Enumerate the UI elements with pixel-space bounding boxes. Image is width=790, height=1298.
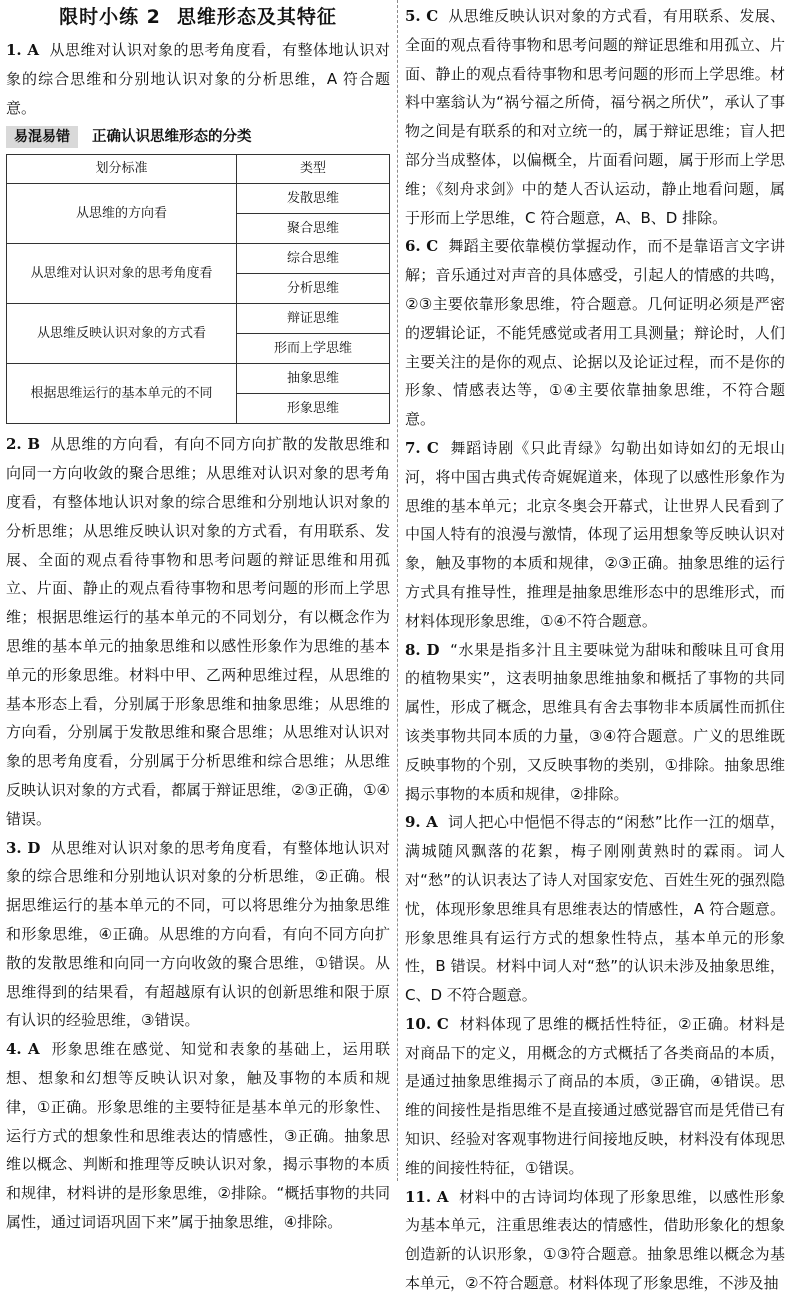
answer-number: 9. A — [405, 813, 438, 832]
tip-heading: 正确认识思维形态的分类 — [92, 129, 252, 145]
table-cell-type: 分析思维 — [237, 274, 390, 304]
answer-text: 从思维对认识对象的思考角度看，有整体地认识对象的综合思维和分别地认识对象的分析思维，②正确。根据思维运行的基本单元的不同，可以将思维分为抽象思维和形象思维，④正确。从思维的方向看，有向不同方向扩散的发散思维和向同一方向收敛的聚合思维，①错误。从思维得到的结果看，有超越原有认识的创新思维和限于原有认识的经验思维，③错误。 — [6, 838, 390, 1030]
table-cell-criterion: 根据思维运行的基本单元的不同 — [7, 364, 237, 424]
answer-8 — [405, 636, 785, 809]
answer-number: 5. C — [405, 7, 439, 25]
tip-bar — [6, 124, 390, 150]
answer-1 — [6, 36, 390, 122]
answer-text: 舞蹈诗剧《只此青绿》勾勒出如诗如幻的无垠山河，将中国古典式传奇娓娓道来，体现了以感性形象作为思维的基本单元；北京冬奥会开幕式，让世界人民看到了中国人特有的浪漫与激情，体现了运用想象等反映认识对象，触及事物的本质和规律，②③正确。抽象思维的运行方式具有推导性，推理是抽象思维形态中的思维形式，而材料体现形象思维，①④不符合题意。 — [405, 438, 785, 630]
answer-text: 从思维反映认识对象的方式看，有用联系、发展、全面的观点看待事物和思考问题的辩证思维和用孤立、片面、静止的观点看待事物和思考问题的形而上学思维。材料中塞翁认为“祸兮福之所倚，福兮祸之所伏”，承认了事物之间是有联系的和对立统一的，属于辩证思维；盲人把部分当成整体，以偏概全，片面看问题，属于形而上学思维；《刻舟求剑》中的楚人否认运动，静止地看问题，属于形而上学思维，C 符合题意，A、B、D 排除。 — [405, 7, 785, 227]
answer-7 — [405, 434, 785, 636]
answer-6 — [405, 232, 785, 434]
table-cell-criterion: 从思维的方向看 — [7, 184, 237, 244]
table-cell-type: 辩证思维 — [237, 304, 390, 334]
table-header: 类型 — [237, 155, 390, 184]
table-cell-type: 形而上学思维 — [237, 334, 390, 364]
answer-4 — [6, 1035, 390, 1237]
table-cell-criterion: 从思维对认识对象的思考角度看 — [7, 244, 237, 304]
table-cell-type: 综合思维 — [237, 244, 390, 274]
title-sub: 思维形态及其特征 — [176, 6, 337, 28]
table-header-row — [7, 155, 390, 184]
table-row — [7, 244, 390, 274]
answer-number: 7. C — [405, 438, 439, 457]
answer-text: “水果是指多汁且主要味觉为甜味和酸味且可食用的植物果实”，这表明抽象思维抽象和概括了事物的共同属性，形成了概念，思维具有舍去事物非本质属性而抓住该类事物共同本质的力量，③④符合题意。广义的思维既反映事物的个别，又反映事物的类别，①排除。抽象思维揭示事物的本质和规律，②排除。 — [405, 640, 785, 803]
column-divider — [397, 0, 398, 1181]
table-cell-type: 抽象思维 — [237, 364, 390, 394]
answer-number: 11. A — [405, 1187, 449, 1206]
table-cell-criterion: 从思维反映认识对象的方式看 — [7, 304, 237, 364]
page-title — [6, 0, 390, 34]
answer-number: 3. D — [6, 838, 41, 857]
answer-text: 材料中的古诗词均体现了形象思维，以感性形象为基本单元，注重思维表达的情感性，借助形象化的想象创造新的认识形象，①③符合题意。抽象思维以概念为基本单元，②不符合题意。材料体现了形象思维，不涉及抽 — [405, 1187, 785, 1293]
table-cell-type: 聚合思维 — [237, 214, 390, 244]
answer-10 — [405, 1010, 785, 1183]
answer-text: 材料体现了思维的概括性特征，②正确。材料是对商品下的定义，用概念的方式概括了各类商品的本质，是通过抽象思维揭示了商品的本质，③正确，④错误。思维的间接性是指思维不是直接通过感觉器官而是凭借已有知识、经验对客观事物进行间接地反映，材料没有体现思维的间接性特征，①错误。 — [405, 1014, 785, 1177]
answer-number: 8. D — [405, 640, 440, 659]
answer-number: 6. C — [405, 237, 439, 256]
title-main: 限时小练 2 — [59, 6, 161, 28]
answer-text: 形象思维在感觉、知觉和表象的基础上，运用联想、想象和幻想等反映认识对象，触及事物的本质和规律，①正确。形象思维的主要特征是基本单元的形象性、运行方式的想象性和思维表达的情感性，③正确。抽象思维以概念、判断和推理等反映认识对象，揭示事物的本质和规律，材料讲的是形象思维，②排除。“概括事物的共同属性，通过词语巩固下来”属于抽象思维，④排除。 — [6, 1040, 390, 1231]
answer-text: 从思维对认识对象的思考角度看，有整体地认识对象的综合思维和分别地认识对象的分析思维，A 符合题意。 — [6, 41, 390, 117]
answer-5 — [405, 2, 785, 232]
answer-text: 词人把心中悒悒不得志的“闲愁”比作一江的烟草，满城随风飘落的花絮，梅子刚刚黄熟时的霖雨。词人对“愁”的认识表达了诗人对国家安危、百姓生死的强烈隐忧，体现形象思维具有思维表达的情感性，A 符合题意。形象思维具有运行方式的想象性特点，基本单元的形象性，B 错误。材料中词人对“愁”的认识未涉及抽象思维，C、D 不符合题意。 — [405, 813, 786, 1005]
answer-9 — [405, 808, 785, 1010]
table-cell-type: 形象思维 — [237, 394, 390, 424]
table-cell-type: 发散思维 — [237, 184, 390, 214]
answer-number: 2. B — [6, 435, 41, 454]
answer-text: 舞蹈主要依靠模仿掌握动作，而不是靠语言文字讲解；音乐通过对声音的具体感受，引起人的情感的共鸣，②③主要依靠形象思维，符合题意。几何证明必须是严密的逻辑论证，不能凭感觉或者用工具测量；辩论时，人们主要关注的是你的观点、论据以及论证过程，而不是你的形象、情感表达等，①④主要依靠抽象思维，不符合题意。 — [405, 237, 785, 429]
answer-number: 4. A — [6, 1040, 40, 1059]
table-row — [7, 184, 390, 214]
answer-2 — [6, 430, 390, 833]
answer-3 — [6, 834, 390, 1036]
table-header: 划分标准 — [7, 155, 237, 184]
table-row — [7, 364, 390, 394]
classification-table — [6, 154, 390, 424]
tip-label: 易混易错 — [6, 126, 78, 148]
answer-text: 从思维的方向看，有向不同方向扩散的发散思维和向同一方向收敛的聚合思维；从思维对认识对象的思考角度看，有整体地认识对象的综合思维和分别地认识对象的分析思维；从思维反映认识对象的方式看，有用联系、发展、全面的观点看待事物和思考问题的辩证思维和用孤立、片面、静止的观点看待事物和思考问题的形而上学思维；根据思维运行的基本单元的不同划分，有以概念作为思维的基本单元的抽象思维和以感性形象作为思维的基本单元的形象思维。材料中甲、乙两种思维过程，从思维的基本形态上看，分别属于形象思维和抽象思维；从思维的方向看，分别属于发散思维和聚合思维；从思维对认识对象的思考角度看，分别属于分析思维和综合思维；从思维反映认识对象的方式看，都属于辩证思维，②③正确，①④错误。 — [6, 435, 390, 828]
answer-number: 1. A — [6, 41, 40, 59]
right-column — [405, 2, 785, 1298]
table-row — [7, 304, 390, 334]
answer-number: 10. C — [405, 1014, 449, 1033]
answer-11 — [405, 1183, 785, 1298]
left-column — [6, 0, 390, 1237]
